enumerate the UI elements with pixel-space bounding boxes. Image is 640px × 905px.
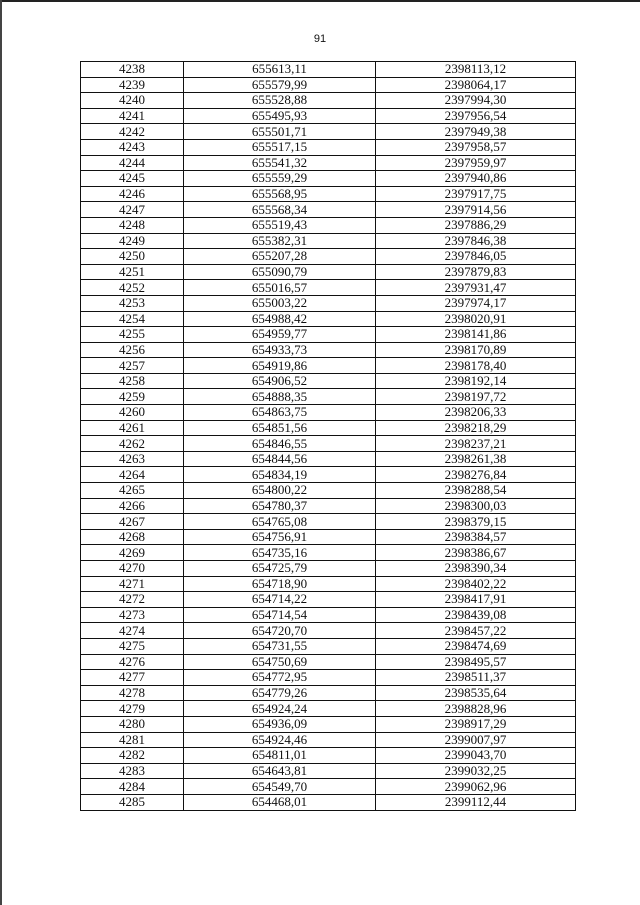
point-number-cell: 4251 [81, 264, 184, 280]
x-coordinate-cell: 654811,01 [184, 748, 376, 764]
x-coordinate-cell: 654800,22 [184, 483, 376, 499]
y-coordinate-cell: 2397931,47 [376, 280, 576, 296]
point-number-cell: 4264 [81, 467, 184, 483]
y-coordinate-cell: 2398917,29 [376, 716, 576, 732]
table-row [81, 62, 576, 78]
y-coordinate-cell: 2398386,67 [376, 545, 576, 561]
coordinates-table-body [81, 62, 576, 811]
table-row [81, 217, 576, 233]
point-number-cell: 4284 [81, 779, 184, 795]
table-row [81, 685, 576, 701]
y-coordinate-cell: 2398535,64 [376, 685, 576, 701]
y-coordinate-cell: 2398417,91 [376, 592, 576, 608]
point-number-cell: 4282 [81, 748, 184, 764]
point-number-cell: 4273 [81, 607, 184, 623]
table-row [81, 295, 576, 311]
point-number-cell: 4274 [81, 623, 184, 639]
y-coordinate-cell: 2398457,22 [376, 623, 576, 639]
point-number-cell: 4244 [81, 155, 184, 171]
table-row [81, 342, 576, 358]
y-coordinate-cell: 2397958,57 [376, 139, 576, 155]
point-number-cell: 4266 [81, 498, 184, 514]
table-row [81, 716, 576, 732]
table-row [81, 763, 576, 779]
table-row [81, 561, 576, 577]
point-number-cell: 4258 [81, 373, 184, 389]
y-coordinate-cell: 2398828,96 [376, 701, 576, 717]
table-row [81, 576, 576, 592]
point-number-cell: 4281 [81, 732, 184, 748]
y-coordinate-cell: 2397974,17 [376, 295, 576, 311]
y-coordinate-cell: 2399112,44 [376, 794, 576, 810]
point-number-cell: 4259 [81, 389, 184, 405]
x-coordinate-cell: 654756,91 [184, 529, 376, 545]
x-coordinate-cell: 654765,08 [184, 514, 376, 530]
y-coordinate-cell: 2398064,17 [376, 77, 576, 93]
x-coordinate-cell: 654846,55 [184, 436, 376, 452]
x-coordinate-cell: 655541,32 [184, 155, 376, 171]
table-row [81, 545, 576, 561]
y-coordinate-cell: 2397940,86 [376, 171, 576, 187]
scan-edge-top [0, 0, 640, 2]
x-coordinate-cell: 654731,55 [184, 638, 376, 654]
point-number-cell: 4243 [81, 139, 184, 155]
x-coordinate-cell: 655501,71 [184, 124, 376, 140]
y-coordinate-cell: 2398197,72 [376, 389, 576, 405]
x-coordinate-cell: 654936,09 [184, 716, 376, 732]
y-coordinate-cell: 2398113,12 [376, 62, 576, 78]
table-row [81, 701, 576, 717]
point-number-cell: 4271 [81, 576, 184, 592]
x-coordinate-cell: 654750,69 [184, 654, 376, 670]
y-coordinate-cell: 2397846,38 [376, 233, 576, 249]
y-coordinate-cell: 2397917,75 [376, 186, 576, 202]
y-coordinate-cell: 2397949,38 [376, 124, 576, 140]
table-row [81, 311, 576, 327]
point-number-cell: 4246 [81, 186, 184, 202]
y-coordinate-cell: 2398379,15 [376, 514, 576, 530]
y-coordinate-cell: 2398384,57 [376, 529, 576, 545]
y-coordinate-cell: 2398474,69 [376, 638, 576, 654]
x-coordinate-cell: 655579,99 [184, 77, 376, 93]
y-coordinate-cell: 2398141,86 [376, 327, 576, 343]
table-row [81, 514, 576, 530]
table-row [81, 93, 576, 109]
table-row [81, 264, 576, 280]
y-coordinate-cell: 2398192,14 [376, 373, 576, 389]
point-number-cell: 4263 [81, 451, 184, 467]
x-coordinate-cell: 655495,93 [184, 108, 376, 124]
x-coordinate-cell: 654851,56 [184, 420, 376, 436]
y-coordinate-cell: 2398390,34 [376, 561, 576, 577]
x-coordinate-cell: 654468,01 [184, 794, 376, 810]
x-coordinate-cell: 655559,29 [184, 171, 376, 187]
y-coordinate-cell: 2397879,83 [376, 264, 576, 280]
x-coordinate-cell: 655613,11 [184, 62, 376, 78]
y-coordinate-cell: 2398178,40 [376, 358, 576, 374]
page-number: 91 [313, 33, 327, 45]
y-coordinate-cell: 2397886,29 [376, 217, 576, 233]
point-number-cell: 4270 [81, 561, 184, 577]
x-coordinate-cell: 654906,52 [184, 373, 376, 389]
table-row [81, 327, 576, 343]
table-row [81, 202, 576, 218]
table-row [81, 529, 576, 545]
y-coordinate-cell: 2399062,96 [376, 779, 576, 795]
point-number-cell: 4239 [81, 77, 184, 93]
x-coordinate-cell: 654714,54 [184, 607, 376, 623]
x-coordinate-cell: 654720,70 [184, 623, 376, 639]
scan-edge-left [0, 0, 2, 905]
x-coordinate-cell: 654988,42 [184, 311, 376, 327]
table-row [81, 280, 576, 296]
y-coordinate-cell: 2399043,70 [376, 748, 576, 764]
point-number-cell: 4252 [81, 280, 184, 296]
table-row [81, 592, 576, 608]
table-row [81, 389, 576, 405]
x-coordinate-cell: 655090,79 [184, 264, 376, 280]
table-row [81, 654, 576, 670]
x-coordinate-cell: 655517,15 [184, 139, 376, 155]
table-row [81, 779, 576, 795]
x-coordinate-cell: 655382,31 [184, 233, 376, 249]
point-number-cell: 4257 [81, 358, 184, 374]
point-number-cell: 4242 [81, 124, 184, 140]
point-number-cell: 4260 [81, 405, 184, 421]
table-row [81, 498, 576, 514]
table-row [81, 436, 576, 452]
point-number-cell: 4269 [81, 545, 184, 561]
table-row [81, 77, 576, 93]
point-number-cell: 4275 [81, 638, 184, 654]
y-coordinate-cell: 2398495,57 [376, 654, 576, 670]
x-coordinate-cell: 654888,35 [184, 389, 376, 405]
y-coordinate-cell: 2399007,97 [376, 732, 576, 748]
x-coordinate-cell: 654919,86 [184, 358, 376, 374]
point-number-cell: 4247 [81, 202, 184, 218]
x-coordinate-cell: 654844,56 [184, 451, 376, 467]
y-coordinate-cell: 2398237,21 [376, 436, 576, 452]
point-number-cell: 4280 [81, 716, 184, 732]
table-row [81, 748, 576, 764]
y-coordinate-cell: 2397914,56 [376, 202, 576, 218]
table-row [81, 139, 576, 155]
coordinates-table [80, 61, 576, 811]
table-row [81, 732, 576, 748]
table-row [81, 638, 576, 654]
point-number-cell: 4279 [81, 701, 184, 717]
x-coordinate-cell: 654643,81 [184, 763, 376, 779]
point-number-cell: 4278 [81, 685, 184, 701]
y-coordinate-cell: 2398439,08 [376, 607, 576, 623]
x-coordinate-cell: 654772,95 [184, 670, 376, 686]
table-row [81, 186, 576, 202]
x-coordinate-cell: 654714,22 [184, 592, 376, 608]
y-coordinate-cell: 2398020,91 [376, 311, 576, 327]
x-coordinate-cell: 654959,77 [184, 327, 376, 343]
x-coordinate-cell: 654780,37 [184, 498, 376, 514]
x-coordinate-cell: 654863,75 [184, 405, 376, 421]
y-coordinate-cell: 2399032,25 [376, 763, 576, 779]
y-coordinate-cell: 2398402,22 [376, 576, 576, 592]
point-number-cell: 4283 [81, 763, 184, 779]
x-coordinate-cell: 654779,26 [184, 685, 376, 701]
point-number-cell: 4285 [81, 794, 184, 810]
point-number-cell: 4240 [81, 93, 184, 109]
x-coordinate-cell: 654924,24 [184, 701, 376, 717]
table-row [81, 171, 576, 187]
table-row [81, 405, 576, 421]
point-number-cell: 4267 [81, 514, 184, 530]
x-coordinate-cell: 654549,70 [184, 779, 376, 795]
table-row [81, 420, 576, 436]
point-number-cell: 4265 [81, 483, 184, 499]
point-number-cell: 4250 [81, 249, 184, 265]
table-row [81, 358, 576, 374]
x-coordinate-cell: 655207,28 [184, 249, 376, 265]
y-coordinate-cell: 2397994,30 [376, 93, 576, 109]
table-row [81, 155, 576, 171]
table-row [81, 124, 576, 140]
table-row [81, 623, 576, 639]
x-coordinate-cell: 655003,22 [184, 295, 376, 311]
point-number-cell: 4276 [81, 654, 184, 670]
x-coordinate-cell: 655519,43 [184, 217, 376, 233]
point-number-cell: 4277 [81, 670, 184, 686]
x-coordinate-cell: 654725,79 [184, 561, 376, 577]
table-row [81, 607, 576, 623]
table-row [81, 233, 576, 249]
point-number-cell: 4262 [81, 436, 184, 452]
point-number-cell: 4261 [81, 420, 184, 436]
point-number-cell: 4254 [81, 311, 184, 327]
y-coordinate-cell: 2397846,05 [376, 249, 576, 265]
y-coordinate-cell: 2398261,38 [376, 451, 576, 467]
y-coordinate-cell: 2398288,54 [376, 483, 576, 499]
point-number-cell: 4249 [81, 233, 184, 249]
x-coordinate-cell: 655016,57 [184, 280, 376, 296]
y-coordinate-cell: 2398511,37 [376, 670, 576, 686]
table-row [81, 249, 576, 265]
point-number-cell: 4268 [81, 529, 184, 545]
point-number-cell: 4272 [81, 592, 184, 608]
point-number-cell: 4255 [81, 327, 184, 343]
point-number-cell: 4256 [81, 342, 184, 358]
y-coordinate-cell: 2397956,54 [376, 108, 576, 124]
y-coordinate-cell: 2398170,89 [376, 342, 576, 358]
table-row [81, 467, 576, 483]
table-row [81, 483, 576, 499]
x-coordinate-cell: 654924,46 [184, 732, 376, 748]
x-coordinate-cell: 654933,73 [184, 342, 376, 358]
y-coordinate-cell: 2398218,29 [376, 420, 576, 436]
table-row [81, 794, 576, 810]
table-row [81, 108, 576, 124]
y-coordinate-cell: 2398300,03 [376, 498, 576, 514]
x-coordinate-cell: 655568,34 [184, 202, 376, 218]
y-coordinate-cell: 2398206,33 [376, 405, 576, 421]
x-coordinate-cell: 654735,16 [184, 545, 376, 561]
table-row [81, 373, 576, 389]
table-row [81, 451, 576, 467]
point-number-cell: 4248 [81, 217, 184, 233]
y-coordinate-cell: 2397959,97 [376, 155, 576, 171]
point-number-cell: 4245 [81, 171, 184, 187]
point-number-cell: 4238 [81, 62, 184, 78]
x-coordinate-cell: 654834,19 [184, 467, 376, 483]
table-row [81, 670, 576, 686]
point-number-cell: 4253 [81, 295, 184, 311]
point-number-cell: 4241 [81, 108, 184, 124]
x-coordinate-cell: 655568,95 [184, 186, 376, 202]
x-coordinate-cell: 654718,90 [184, 576, 376, 592]
y-coordinate-cell: 2398276,84 [376, 467, 576, 483]
x-coordinate-cell: 655528,88 [184, 93, 376, 109]
